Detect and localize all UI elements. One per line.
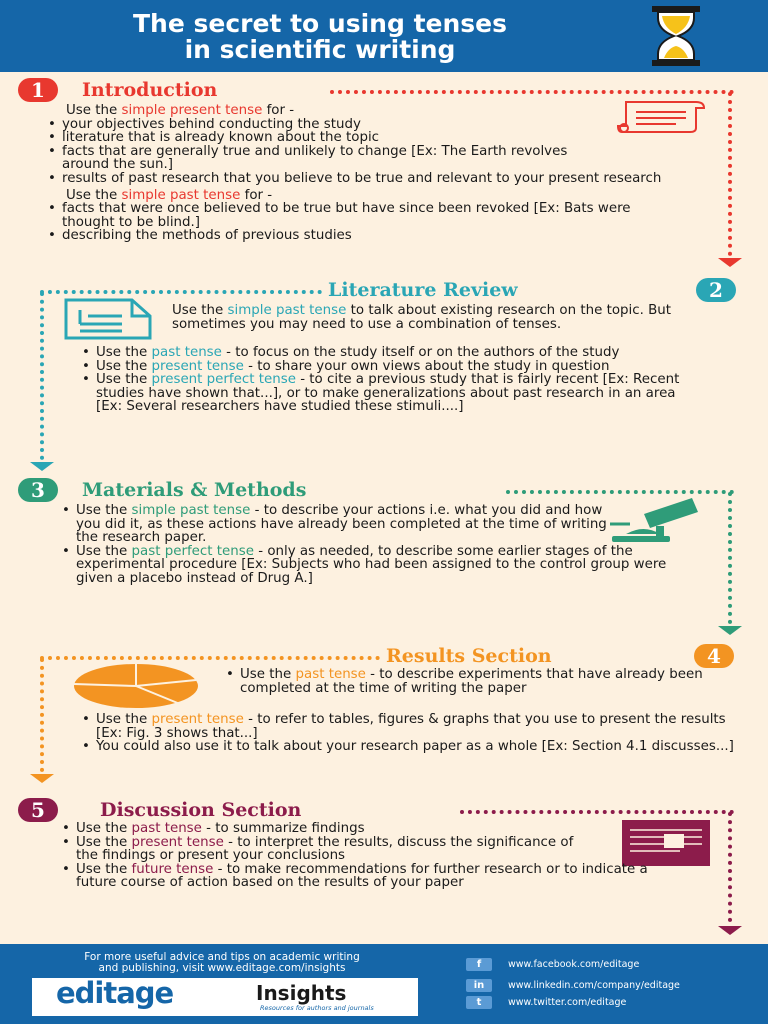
list-item: • facts that were once believed to be true but have since been revoked [Ex: Bats were thought to be blind.]: [44, 202, 662, 229]
linkedin-icon[interactable]: in: [466, 979, 492, 992]
section-number-4: 4: [694, 644, 734, 668]
arrow-down-icon: [30, 774, 54, 783]
divider-line: [40, 658, 44, 772]
list-item: • Use the past tense - to describe experiments that have already been completed at the time of writing the paper: [222, 668, 742, 695]
section-title-materials-methods: Materials & Methods: [82, 479, 307, 501]
list-item: • facts that are generally true and unlikely to change [Ex: The Earth revolves around the sun.]: [44, 145, 602, 172]
footer: [0, 944, 768, 1024]
page-title-line1: The secret to using tenses: [133, 9, 507, 38]
section-title-results: Results Section: [386, 645, 552, 667]
logo-tagline: Resources for authors and journals: [260, 1004, 374, 1012]
divider-line: [728, 492, 732, 624]
header-banner: [0, 0, 768, 72]
intro-lead-2: Use the simple past tense for -: [66, 187, 273, 203]
list-item: • describing the methods of previous studies: [44, 229, 664, 243]
list-item: • Use the present perfect tense - to cite a previous study that is fairly recent [Ex: Recent studies have shown that...], or to make generalizations about past research in an area [Ex: Several researchers have studied these stimuli....]: [78, 373, 701, 414]
discussion-bullets: [58, 822, 678, 890]
divider-line: [40, 656, 380, 660]
list-item: • Use the future tense - to make recommendations for further research or to indicate a future course of action based on the results of your paper: [58, 863, 686, 890]
results-bullets: [78, 712, 734, 755]
intro-text: [44, 104, 664, 243]
divider-line: [506, 490, 734, 494]
hourglass-icon: [648, 4, 704, 68]
section-title-discussion: Discussion Section: [100, 799, 302, 821]
list-item: • Use the present tense - to refer to tables, figures & graphs that you use to present the results [Ex: Fig. 3 shows that...]: [78, 713, 726, 740]
list-item: • Use the past tense - to focus on the study itself or on the authors of the study: [78, 346, 666, 360]
insights-link[interactable]: and publishing, visit www.editage.com/insights: [98, 962, 346, 974]
list-item: • results of past research that you believe to be true and relevant to your present research: [44, 172, 662, 186]
facebook-icon[interactable]: f: [466, 958, 492, 971]
pie-chart-icon: [70, 662, 202, 710]
divider-line: [40, 292, 44, 460]
divider-line: [330, 90, 734, 94]
list-item: • Use the present tense - to share your own views about the study in question: [78, 360, 686, 374]
page-title-line2: in scientific writing: [184, 35, 456, 64]
list-item: • Use the simple past tense - to describe your actions i.e. what you did and how you did it, as these actions have already been completed at the time of writing the research paper.: [58, 504, 616, 545]
linkedin-link[interactable]: www.linkedin.com/company/editage: [508, 980, 680, 991]
footer-advice: For more useful advice and tips on academic writing and publishing, visit www.editage.com/insights: [18, 952, 426, 974]
twitter-icon[interactable]: t: [466, 996, 492, 1009]
logo-product: Insights: [256, 981, 347, 1005]
document-icon: [62, 296, 154, 342]
twitter-link[interactable]: www.twitter.com/editage: [508, 997, 627, 1008]
section-number-3: 3: [18, 478, 58, 502]
arrow-down-icon: [718, 926, 742, 935]
literature-bullets: [78, 346, 708, 414]
divider-line: [728, 812, 732, 922]
arrow-down-icon: [30, 462, 54, 471]
divider-line: [40, 290, 322, 294]
list-item: • Use the past tense - to summarize findings: [58, 822, 678, 836]
facebook-link[interactable]: www.facebook.com/editage: [508, 959, 640, 970]
section-number-2: 2: [696, 278, 736, 302]
logo-brand: editage: [56, 976, 174, 1010]
section-number-5: 5: [18, 798, 58, 822]
list-item: • Use the past perfect tense - only as needed, to describe some earlier stages of the experimental procedure [Ex: Subjects who had been assigned to the control group were given a placebo instead of Drug A.]: [58, 545, 676, 586]
list-item: • your objectives behind conducting the study: [44, 118, 664, 132]
divider-line: [728, 92, 732, 256]
methods-bullets: [58, 504, 678, 586]
arrow-down-icon: [718, 626, 742, 635]
divider-line: [460, 810, 734, 814]
section-number-1: 1: [18, 78, 58, 102]
intro-lead-1: Use the simple present tense for -: [66, 103, 295, 118]
list-item: • Use the present tense - to interpret the results, discuss the significance of the findings or present your conclusions: [58, 836, 576, 863]
section-title-literature-review: Literature Review: [328, 279, 518, 301]
arrow-down-icon: [718, 258, 742, 267]
literature-lead: Use the simple past tense to talk about existing research on the topic. But sometimes you may need to use a combination of tenses.: [172, 303, 672, 332]
list-item: • You could also use it to talk about your research paper as a whole [Ex: Section 4.1 discusses...]: [78, 740, 746, 754]
results-bullet-1-wrap: [222, 668, 742, 695]
list-item: • literature that is already known about the topic: [44, 131, 664, 145]
section-title-introduction: Introduction: [82, 79, 218, 101]
editage-insights-logo[interactable]: [32, 978, 418, 1016]
